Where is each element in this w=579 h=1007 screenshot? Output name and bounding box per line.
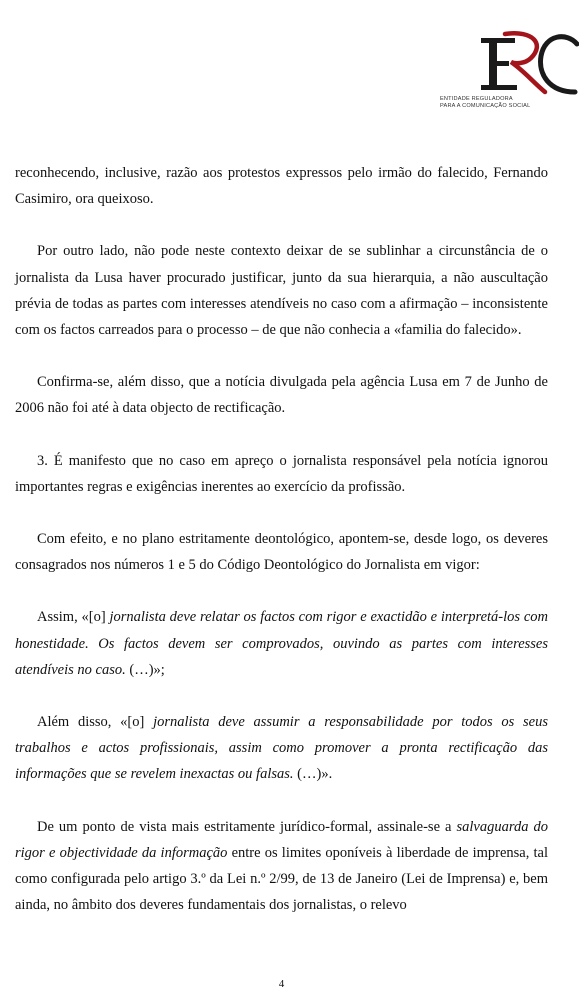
- page-number: 4: [278, 978, 285, 990]
- logo-caption-line2: PARA A COMUNICAÇÃO SOCIAL: [440, 103, 531, 109]
- paragraph-text: reconhecendo, inclusive, razão aos protestos expressos pelo irmão do falecido, Fernando Casimiro, ora queixoso.: [15, 165, 548, 208]
- italic-quote-text: jornalista deve assumir a responsabilidade por todos os seus trabalhos e actos profissionais, assim como promover a pronta rectificação das informações que se revelem inexactas ou falsas.: [15, 714, 549, 783]
- logo-caption: [440, 96, 579, 110]
- document-body: [15, 160, 548, 944]
- paragraph-text: De um ponto de vista mais estritamente jurídico-formal, assinale-se a: [37, 818, 457, 835]
- paragraph-text: Além disso, «[o]: [37, 714, 154, 731]
- italic-quote-text: salvaguarda do rigor e objectividade da informação: [15, 818, 548, 861]
- body-paragraph: [15, 604, 548, 683]
- paragraph-text: entre os limites oponíveis à liberdade de imprensa, tal como configurada pelo artigo 3.º da Lei n.º 2/99, de 13 de Janeiro (Lei de Imprensa) e, bem ainda, no âmbito dos deveres fundamentais dos jornalistas, o relevo: [15, 844, 549, 914]
- body-paragraph: [15, 369, 548, 421]
- paragraph-text: Com efeito, e no plano estritamente deontológico, apontem-se, desde logo, os deveres consagrados nos números 1 e 5 do Código Deontológico do Jornalista em vigor:: [15, 531, 548, 574]
- paragraph-text: Confirma-se, além disso, que a notícia divulgada pela agência Lusa em 7 de Junho de 2006 não foi até à data objecto de rectificação.: [15, 374, 548, 417]
- erc-logo-mark: [475, 30, 579, 96]
- erc-logo: [440, 30, 579, 115]
- body-paragraph: [15, 238, 548, 343]
- paragraph-text: Assim, «[o]: [37, 609, 110, 626]
- body-paragraph: [15, 709, 548, 788]
- italic-quote-text: jornalista deve relatar os factos com rigor e exactidão e interpretá-los com honestidade. Os factos devem ser comprovados, ouvindo as partes com interesses atendíveis no caso.: [15, 609, 549, 678]
- paragraph-text: 3. É manifesto que no caso em apreço o jornalista responsável pela notícia ignorou importantes regras e exigências inerentes ao exercício da profissão.: [15, 452, 548, 495]
- body-paragraph: [15, 160, 548, 212]
- logo-caption-line1: ENTIDADE REGULADORA: [440, 96, 513, 102]
- paragraph-text: (…)»;: [125, 661, 165, 678]
- body-paragraph: [15, 448, 548, 500]
- paragraph-text: (…)».: [293, 766, 333, 783]
- paragraph-text: Por outro lado, não pode neste contexto deixar de se sublinhar a circunstância de o jornalista da Lusa haver procurado justificar, junto da sua hierarquia, a não auscultação prévia de todas as partes com interesses atendíveis no caso com a afirmação – inconsistente com os factos carreados para o processo – de que não conhecia a «familia do falecido».: [15, 243, 548, 339]
- body-paragraph: [15, 526, 548, 578]
- body-paragraph: [15, 814, 548, 919]
